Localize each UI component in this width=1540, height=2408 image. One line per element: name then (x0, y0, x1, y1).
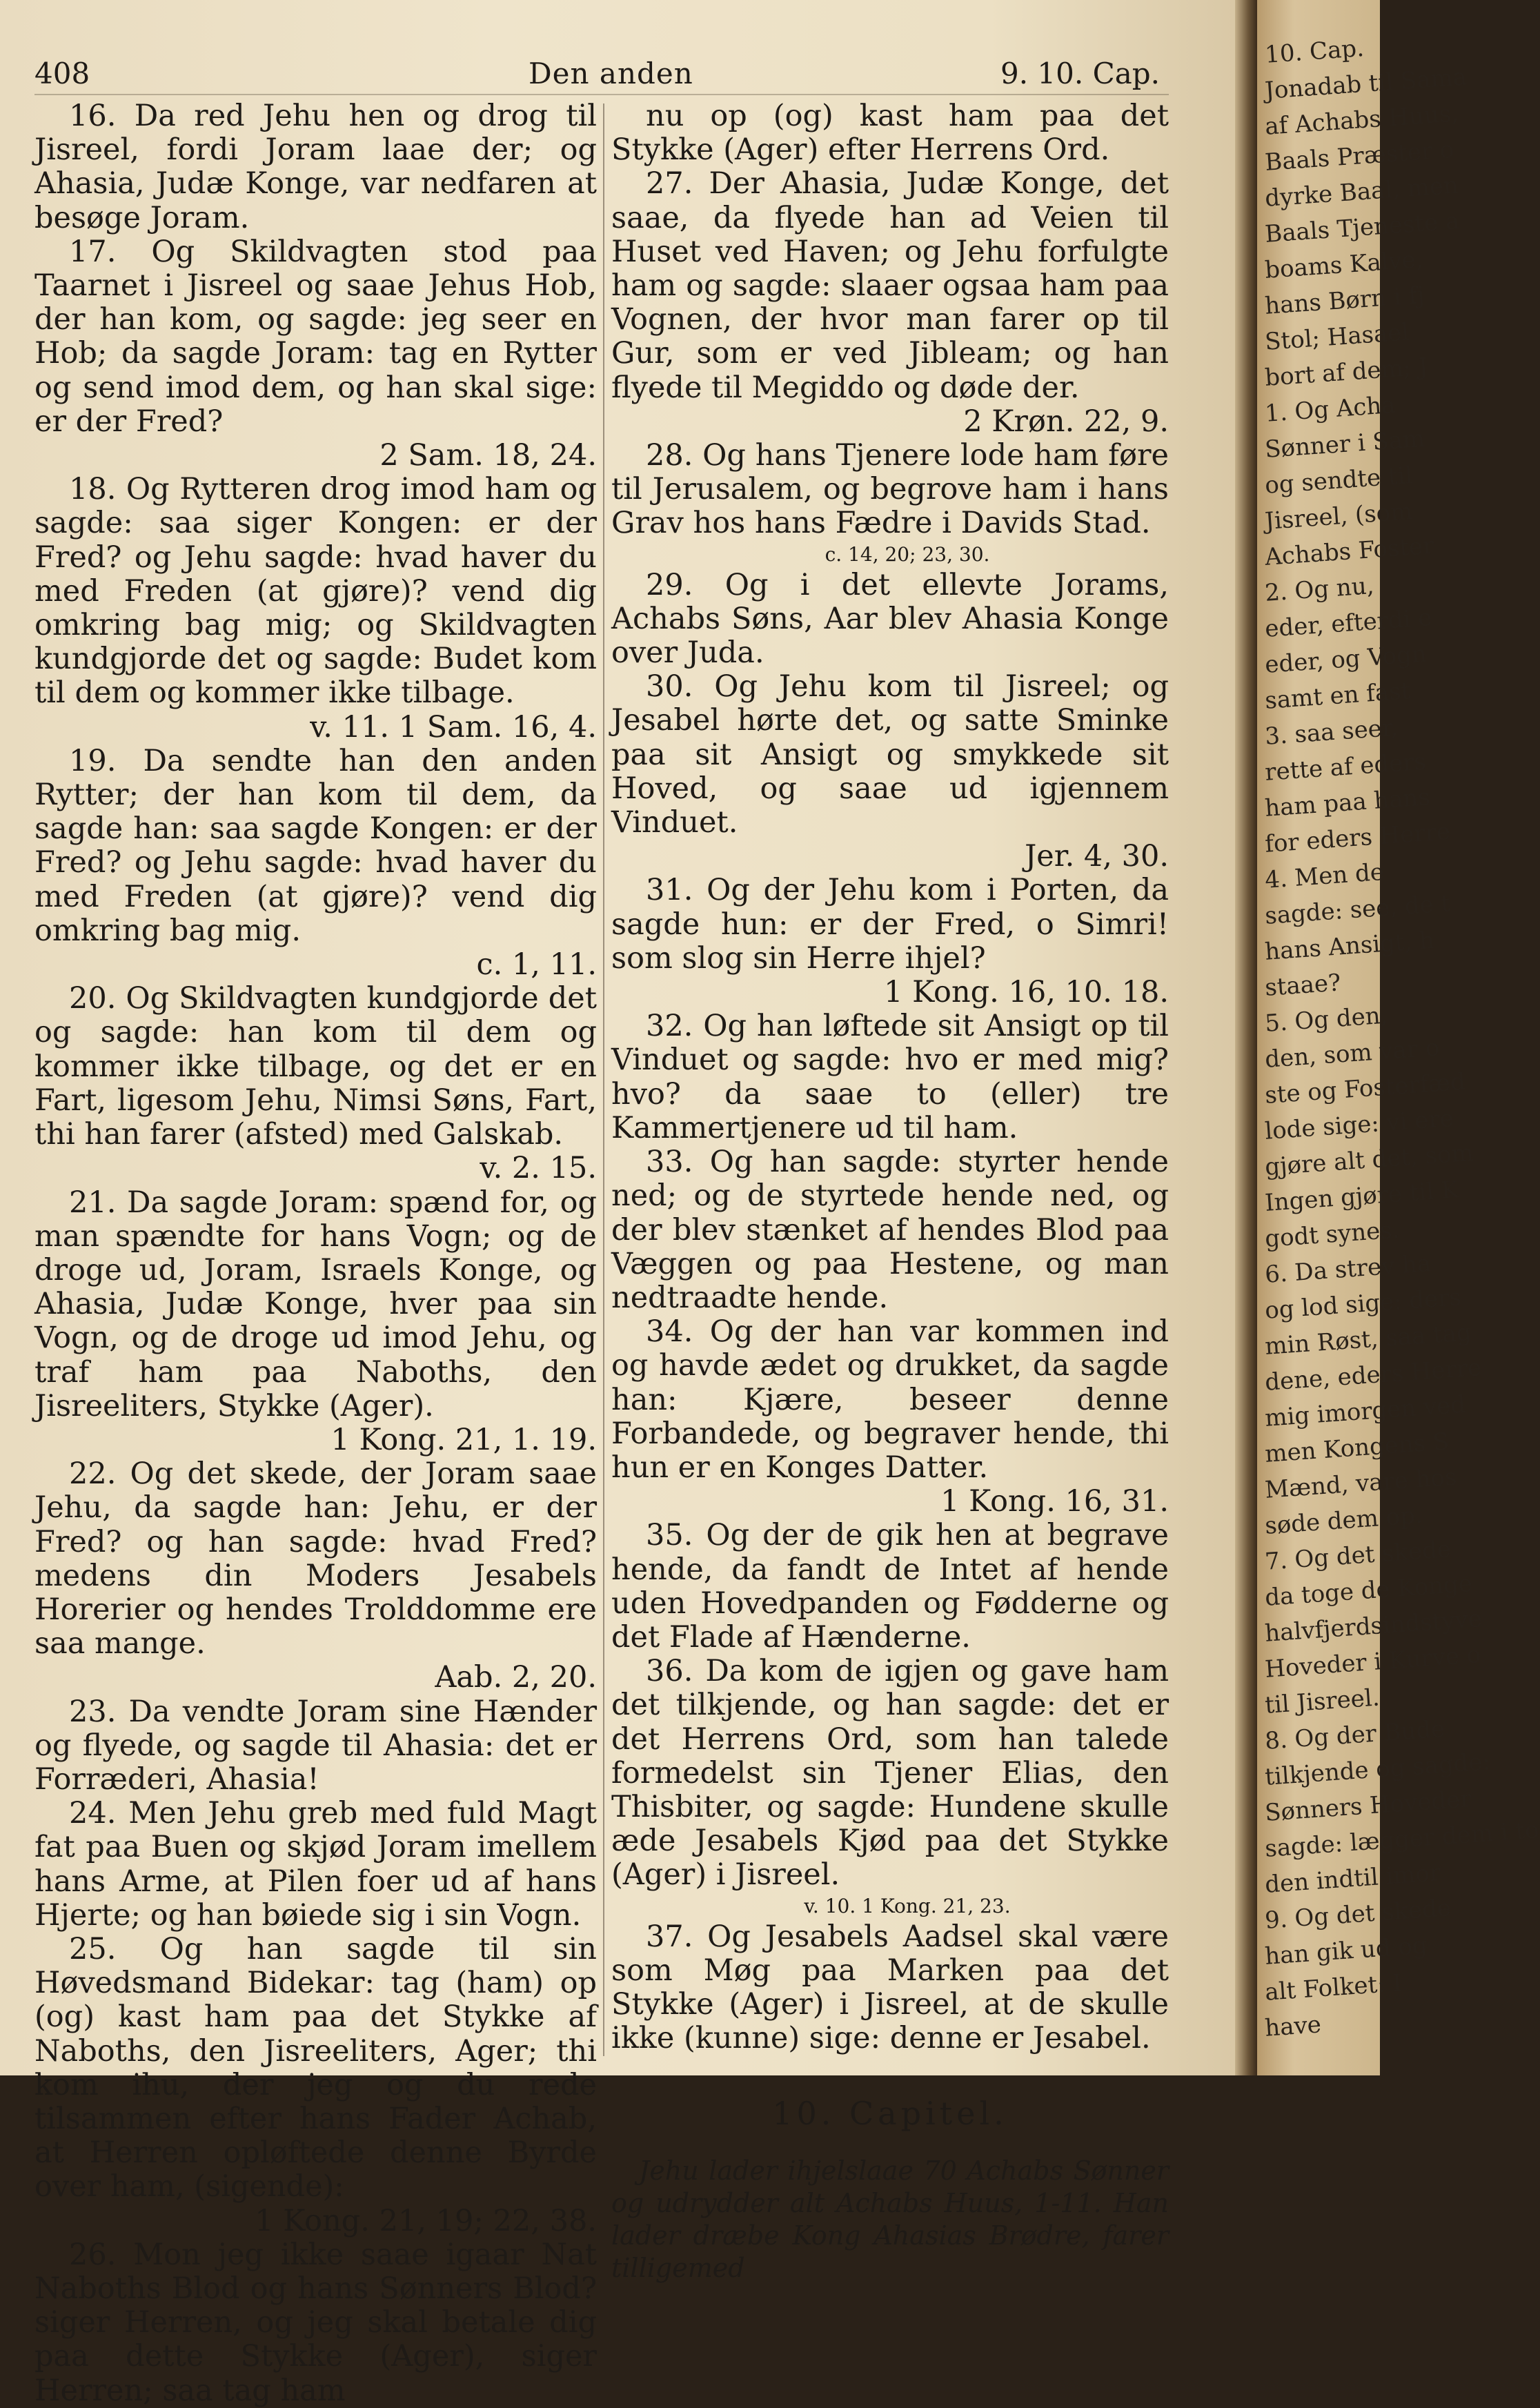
verse-text: 30. Og Jehu kom til Jisreel; og Jesabel hørte det, og satte Sminke paa sit Ansigt og smykkede sit Hoved, og saae ud igjennem Vinduet. (611, 669, 1169, 840)
facing-page-fragment: sagde: lægger dem i to (1264, 1816, 1540, 1863)
cross-reference: v. 11. 1 Sam. 16, 4. (310, 709, 597, 744)
verse-text: 32. Og han løftede sit Ansigt op til Vinduet og sagde: hvo er med mig? hvo? da saae to (eller) tre Kammertjenere ud til ham. (611, 1009, 1169, 1145)
column-divider (603, 103, 604, 2056)
verse-text: 28. Og hans Tjenere lode ham føre til Jerusalem, og begrove ham i hans Grav hos hans Fædre i Davids Stad. (611, 438, 1169, 541)
facing-page-fragment: for eders Herre (1264, 818, 1452, 858)
cross-reference: 2 Sam. 18, 24. (379, 438, 597, 473)
facing-page-fragment: mig imorgen ved (1264, 1390, 1467, 1432)
cross-reference: c. 1, 11. (476, 947, 597, 983)
facing-page-fragment: sagde: see, de t (1264, 889, 1452, 930)
facing-page-fragment: han gik ud og (1264, 1931, 1428, 1971)
facing-page-fragment: Mænd, vare hos (1264, 1463, 1458, 1504)
facing-page-fragment: dene, eders Herre (1264, 1354, 1483, 1397)
cross-reference-note: c. 14, 20; 23, 30. (825, 542, 990, 566)
facing-page-fragment: bort af dem; J (1264, 353, 1429, 392)
verse (34, 99, 597, 235)
verse (611, 670, 1169, 874)
verse (34, 1457, 597, 1695)
cross-reference: v. 2. 15. (480, 1151, 597, 1186)
facing-page-fragment: og sendte til (1264, 462, 1414, 500)
cross-reference: 1 Kong. 16, 10. 18. (884, 975, 1169, 1010)
facing-page-fragment: 2. Og nu, (1264, 571, 1375, 607)
verse (611, 99, 1169, 167)
running-title: Den anden (529, 57, 693, 90)
facing-page-fragment: 5. Og den, (1264, 1001, 1389, 1038)
verse-text: 19. Da sendte han den anden Rytter; der han kom til dem, da sagde han: saa sagde Kongen: er der Fred? og Jehu sagde: hvad haver du med Freden (at gjøre)? vend dig omkring bag mig. (34, 743, 597, 948)
cross-reference: 1 Kong. 21, 19; 22, 38. (255, 2203, 597, 2238)
facing-page-fragment: hans Ansigt, h (1264, 926, 1436, 966)
verse-text: 24. Men Jehu greb med fuld Magt fat paa Buen og skjød Joram imellem hans Arme, at Pilen foer ud af hans Hjerte; og han bøiede sig i sin Vogn. (34, 1796, 597, 1933)
facing-page-fragment: samt en fast (1264, 677, 1412, 715)
facing-page-fragment: 7. Og det skede (1264, 1535, 1452, 1576)
verse-text: 35. Og der de gik hen at begrave hende, da fandt de Intet af hende uden Hovedpanden og Fødderne og det Flade af Hænderne. (611, 1518, 1169, 1655)
facing-page-fragment: Baals Præster o (1264, 135, 1455, 177)
facing-page-fragment: 8. Og der Bude (1264, 1715, 1446, 1755)
facing-page-fragment: rette af eders (1264, 747, 1428, 787)
facing-page-fragment: 6. Da strev ha (1264, 1250, 1432, 1289)
facing-page-fragment: af Achabs Huus, (1264, 99, 1460, 141)
facing-page-fragment: Achabs Foster (1264, 531, 1435, 571)
facing-page-edge (1257, 0, 1540, 2075)
header-rule (34, 94, 1169, 95)
verse-text: 18. Og Rytteren drog imod ham og sagde: saa siger Kongen: er der Fred? og Jehu sagde: hvad haver du med Freden (at gjøre)? vend dig omkring bag mig; og Skildvagten kundgjorde det og sagde: Budet kom til dem og kommer ikke tilbage. (34, 472, 597, 711)
verse (611, 874, 1169, 1009)
verse-text: 20. Og Skildvagten kundgjorde det og sagde: han kom til dem og kommer ikke tilbage, og det er en Fart, ligesom Jehu, Nimsi Søns, Fart, thi han farer (afsted) med Galskab. (34, 981, 597, 1152)
facing-page-fragment: godt synes. (1264, 1216, 1401, 1253)
verse (34, 2238, 597, 2408)
verse-text: 27. Der Ahasia, Judæ Konge, det saae, da flyede han ad Veien til Huset ved Haven; og Jehu forfulgte ham og sagde: slaaer ogsaa ham paa Vognen, der hvor man farer op til Gur, som er ved Jibleam; og han flyede til Megiddo og døde der. (611, 166, 1169, 405)
facing-page-fragment: dyrke Baal, men (1264, 171, 1460, 213)
facing-page-fragment: 3. saa seer, (1264, 713, 1399, 751)
facing-page-fragment: Baals Tjeneste a (1264, 207, 1461, 248)
verse (34, 473, 597, 744)
verse (34, 235, 597, 473)
facing-page-fragment: 9. Og det skede (1264, 1894, 1452, 1935)
chapter-heading: 10. Capitel. (772, 2095, 1008, 2133)
facing-page-fragment: boams Kalve, (1264, 245, 1424, 284)
verse-text: 29. Og i det ellevte Jorams, Achabs Søns, Aar blev Ahasia Konge over Juda. (611, 567, 1169, 671)
verse-text: 17. Og Skildvagten stod paa Taarnet i Jisreel og saae Jehus Hob, der han kom, og sagde: jeg seer en Hob; da sagde Joram: tag en Rytter og send imod dem, og han skal sige: er der Fred? (34, 234, 597, 439)
right-column (611, 99, 1169, 2284)
chapter-range: 9. 10. Cap. (1000, 57, 1160, 90)
verse-text: 37. Og Jesabels Aadsel skal være som Møg paa Marken paa det Stykke (Ager) i Jisreel, at de skulle ikke (kunne) sige: denne er Jesabel. (611, 1919, 1169, 2056)
verse (34, 1933, 597, 2238)
verse (611, 1009, 1169, 1145)
cross-reference: Aab. 2, 20. (435, 1660, 597, 1695)
facing-page-fragment: staae? (1264, 969, 1342, 1002)
verse (611, 1920, 1169, 2056)
verse-text: 26. Mon jeg ikke saae igaar Nat Naboths Blod og hans Sønners Blod? siger Herren, og jeg skal betale dig paa dette Stykke (Ager), siger Herren; saa tag ham (34, 2237, 597, 2408)
facing-page-fragment: hans Børn i fj (1264, 281, 1425, 320)
cross-reference: 1 Kong. 21, 1. 19. (330, 1422, 597, 1457)
verse (611, 1315, 1169, 1519)
facing-page-fragment: tilkjende og sagde: (1264, 1748, 1492, 1791)
facing-page-fragment: lode sige: vi ere (1264, 1104, 1455, 1145)
facing-page-fragment: ste og Fosterfæd (1264, 1067, 1467, 1109)
verse (611, 1655, 1169, 1920)
facing-page-fragment: eder, efterdi e (1264, 604, 1433, 643)
cross-reference-note: v. 10. 1 Kong. 21, 23. (804, 1894, 1011, 1917)
cross-reference: 1 Kong. 16, 31. (940, 1484, 1169, 1519)
page-number: 408 (34, 57, 90, 90)
verse (611, 569, 1169, 671)
facing-page-fragment: Jonadab til Sama (1264, 63, 1468, 105)
verse (34, 1797, 597, 1933)
facing-page-fragment: halvfjerdsindstyve (1264, 1605, 1483, 1648)
verse-text: nu op (og) kast ham paa det Stykke (Ager) efter Herrens Ord. (611, 99, 1169, 168)
verse (34, 744, 597, 982)
facing-page-fragment: den, som var o (1264, 1034, 1441, 1074)
verse-text: 23. Da vendte Joram sine Hænder og flyede, og sagde til Ahasia: det er Forræderi, Ahasia! (34, 1694, 597, 1797)
facing-page-fragment: Jisreel, (som (1264, 497, 1414, 535)
facing-page-fragment: 4. Men de (1264, 858, 1385, 894)
verse-text: 22. Og det skede, der Joram saae Jehu, da sagde han: Jehu, er der Fred? og han sagde: hvad Fred? medens din Moders Jesabels Horerier og hendes Trolddomme ere saa mange. (34, 1457, 597, 1661)
verse (611, 1145, 1169, 1315)
facing-page-fragment: den indtil imor (1264, 1859, 1442, 1899)
facing-page-fragment: Sønner i Sam (1264, 424, 1426, 464)
verse (611, 1519, 1169, 1655)
facing-page-fragment: min Røst, saa tag (1264, 1319, 1472, 1361)
facing-page-fragment: Hoveder i Kurve o (1264, 1641, 1482, 1684)
facing-page-fragment: da toge de Konge (1264, 1569, 1474, 1612)
verse (34, 1695, 597, 1797)
facing-page-fragment: gjøre alt det, som (1264, 1138, 1474, 1181)
verse-text: 33. Og han sagde: styrter hende ned; og de styrtede hende ned, og der blev stænket af hendes Blod paa Væggen og paa Hestene, og man nedtraadte hende. (611, 1145, 1169, 1315)
facing-page-fragment: alt Folket: I (1264, 1969, 1403, 2006)
left-column (34, 99, 597, 2408)
verse-text: 36. Da kom de igjen og gave ham det tilkjende, og han sagde: det er det Herrens Ord, som han talede formedelst sin Tjener Elias, den Thisbiter, og sagde: Hundene skulle æde Jesabels Kjød paa det Stykke (Ager) i Jisreel. (611, 1654, 1169, 1893)
chapter-summary: Jehu lader ihjelslaae 70 Achabs Sønner og udrydder alt Achabs Huus, 1-11. Han lader dræbe Kong Ahasias Brødre, farer tilligemed (611, 2155, 1169, 2283)
verse (611, 439, 1169, 569)
facing-page-fragment: 10. Cap. (1264, 34, 1365, 69)
verse-text: 34. Og der han var kommen ind og havde ædet og drukket, da sagde han: Kjære, beseer denne Forbandede, og begraver hende, thi hun er en Konges Datter. (611, 1314, 1169, 1485)
facing-page-fragment: Stol; Hasael (1264, 318, 1410, 356)
verse (611, 167, 1169, 439)
verse-text: 31. Og der Jehu kom i Porten, da sagde hun: er der Fred, o Simri! som slog sin Herre ihjel? (611, 873, 1169, 976)
cross-reference: Jer. 4, 30. (1025, 839, 1169, 874)
facing-page-fragment: til Jisreel. (1264, 1684, 1381, 1719)
facing-page-fragment: men Kongens S (1264, 1428, 1450, 1468)
facing-page-fragment: Sønners Hoveder (1264, 1785, 1472, 1827)
facing-page-fragment: eder, og Vogn (1264, 640, 1428, 679)
facing-page-fragment: 1. Og Acha (1264, 391, 1396, 428)
facing-page-fragment: søde dem op. (1264, 1501, 1423, 1540)
verse-text: 21. Da sagde Joram: spænd for, og man spændte for hans Vogn; og de droge ud, Joram, Israels Konge, og Ahasia, Judæ Konge, hver paa sin Vogn, og de droge ud imod Jehu, og traf ham paa Naboths, den Jisreeliters, Stykke (Ager). (34, 1185, 597, 1423)
verse-text: 16. Da red Jehu hen og drog til Jisreel, fordi Joram laae der; og Ahasia, Judæ Konge, var nedfaren at besøge Joram. (34, 99, 597, 235)
verse (34, 982, 597, 1185)
verse-text: 25. Og han sagde til sin Høvedsmand Bidekar: tag (ham) op (og) kast ham paa det Stykke af Naboths, den Jisreeliters, Ager; thi kom ihu, der jeg og du rede tilsammen efter hans Fader Achab, at Herren opløftede denne Byrde over ham, (sigende): (34, 1931, 597, 2204)
facing-page-fragment: ham paa hans (1264, 783, 1432, 822)
verse (34, 1186, 597, 1458)
facing-page-fragment: og lod sige: ders (1264, 1283, 1463, 1325)
facing-page-fragment: Ingen gjøre til K (1264, 1176, 1460, 1217)
cross-reference: 2 Krøn. 22, 9. (963, 404, 1169, 439)
facing-page-fragment: have (1264, 2011, 1323, 2042)
right-verses (611, 99, 1169, 2055)
book-gutter (1235, 0, 1257, 2075)
